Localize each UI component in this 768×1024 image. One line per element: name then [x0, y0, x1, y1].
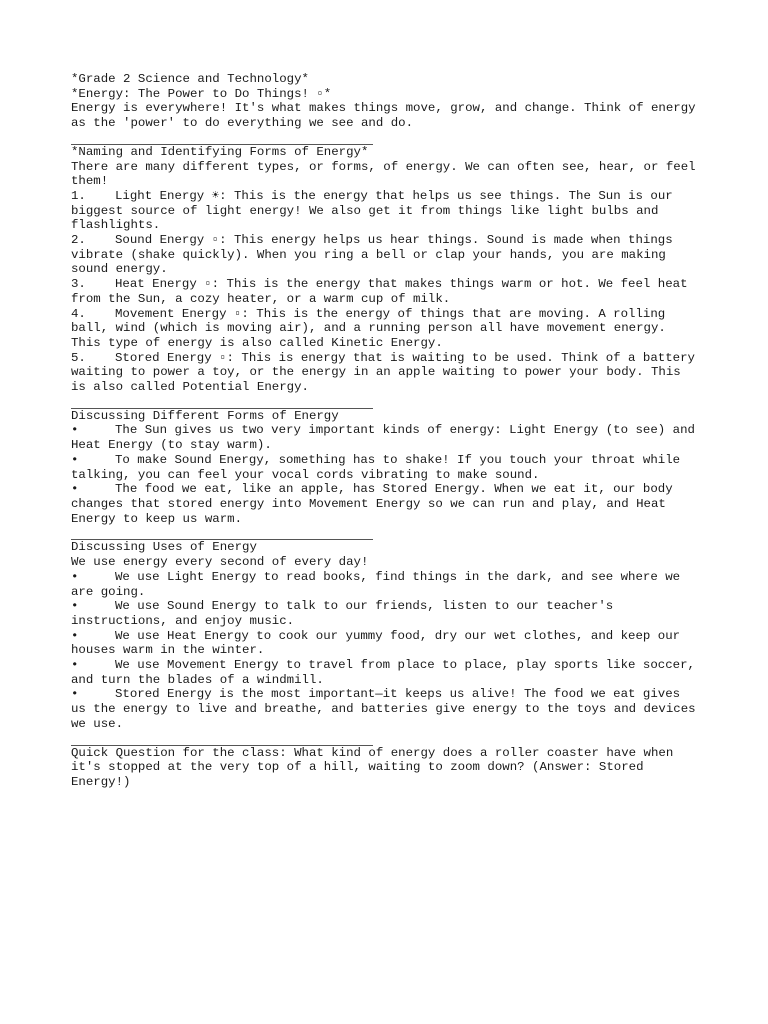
bullet-item: [71, 629, 701, 658]
bullet-item-text: We use Movement Energy to travel from place to place, play sports like soccer, and turn the blades of a windmill.: [71, 658, 703, 687]
bullet-marker: •: [71, 482, 79, 497]
list-marker: 4.: [71, 306, 86, 321]
quick-question: Quick Question for the class: What kind of energy does a roller coaster have when it's stopped at the very top of a hill, waiting to zoom down? (Answer: Stored Energy!): [71, 745, 681, 789]
bullet-item-text: The Sun gives us two very important kinds of energy: Light Energy (to see) and Heat Energy (to stay warm).: [71, 423, 703, 453]
list-marker: 5.: [71, 350, 86, 365]
list-marker: 1.: [71, 188, 86, 203]
bullet-item: [71, 423, 701, 452]
bullet-item: [71, 599, 701, 628]
bullet-item-text: Stored Energy is the most important—it keeps us alive! The food we eat gives us the energy to live and breathe, and batteries give energy to the toys and devices we use.: [71, 687, 704, 731]
list-item: [71, 307, 701, 351]
bullet-marker: •: [71, 687, 79, 702]
bullet-item: [71, 482, 701, 526]
bullet-item-text: We use Light Energy to read books, find things in the dark, and see where we are going.: [71, 569, 688, 599]
list-marker: 3.: [71, 277, 86, 292]
list-item-text: Movement Energy ▫: This is the energy of things that are moving. A rolling ball, wind (which is moving air), and a running person all have movement energy. This type of energy is also called Kinetic Energy.: [71, 306, 674, 350]
bullet-item-text: We use Sound Energy to talk to our friends, listen to our teacher's instructions, and enjoy music.: [71, 599, 621, 628]
list-item: [71, 189, 701, 233]
list-item-text: Sound Energy ▫: This energy helps us hear things. Sound is made when things vibrate (shake quickly). When you ring a bell or clap your hands, you are making sound energy.: [71, 233, 681, 277]
bullet-item: [71, 658, 701, 687]
bullet-item-text: We use Heat Energy to cook our yummy food, dry our wet clothes, and keep our houses warm in the winter.: [71, 628, 688, 658]
document-page: [71, 72, 704, 790]
forms-heading: *Naming and Identifying Forms of Energy*: [71, 144, 369, 159]
bullet-item-text: The food we eat, like an apple, has Stored Energy. When we eat it, our body changes that stored energy into Movement Energy so we can run and play, and Heat Energy to keep us warm.: [71, 482, 681, 526]
bullet-marker: •: [71, 569, 79, 584]
bullet-item: [71, 570, 701, 599]
bullet-item: [71, 687, 704, 731]
forms-intro: There are many different types, or forms, of energy. We can often see, hear, or feel them!: [71, 159, 704, 189]
intro-paragraph: Energy is everywhere! It's what makes things move, grow, and change. Think of energy as the 'power' to do everything we see and do.: [71, 101, 704, 131]
bullet-marker: •: [71, 658, 79, 673]
list-item-text: Heat Energy ▫: This is the energy that makes things warm or hot. We feel heat from the Sun, a cozy heater, or a warm cup of milk.: [71, 277, 695, 306]
document-subtitle: *Energy: The Power to Do Things! ▫*: [71, 86, 332, 101]
bullet-marker: •: [71, 423, 79, 438]
list-item: [71, 277, 701, 306]
bullet-marker: •: [71, 452, 79, 467]
discussing-uses-intro: We use energy every second of every day!: [71, 555, 369, 570]
list-item-text: Stored Energy ▫: This is energy that is waiting to be used. Think of a battery waiting to power a toy, or the energy in an apple waiting to power your body. This is also called Potential Energy.: [71, 350, 703, 395]
list-item-text: Light Energy ☀: This is the energy that helps us see things. The Sun is our biggest source of light energy! We also get it from things like light bulbs and flashlights.: [71, 188, 681, 233]
bullet-marker: •: [71, 628, 79, 643]
list-item: [71, 233, 701, 277]
bullet-item: [71, 453, 701, 482]
discussing-uses-heading: Discussing Uses of Energy: [71, 540, 257, 555]
discussing-forms-heading: Discussing Different Forms of Energy: [71, 408, 339, 423]
bullet-item-text: To make Sound Energy, something has to shake! If you touch your throat while talking, you can feel your vocal cords vibrating to make sound.: [71, 452, 688, 482]
list-item: [71, 351, 701, 395]
list-marker: 2.: [71, 233, 86, 248]
document-title: *Grade 2 Science and Technology*: [71, 72, 309, 86]
bullet-marker: •: [71, 599, 79, 614]
